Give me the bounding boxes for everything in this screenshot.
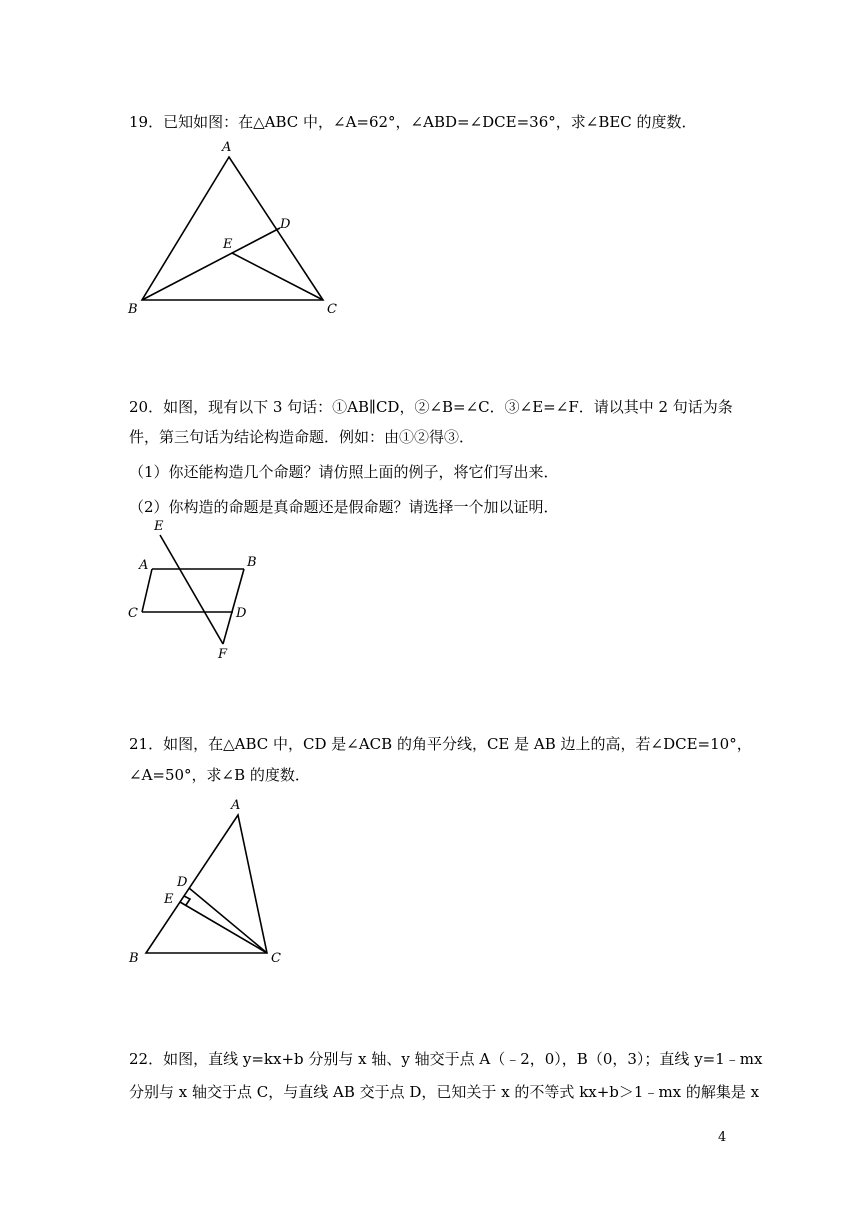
- label-a: A: [222, 140, 232, 155]
- problem-19-text: 19．已知如图：在△ABC 中，∠A=62°，∠ABD=∠DCE=36°，求∠BEC 的度数．: [129, 113, 697, 131]
- label-f: F: [218, 647, 228, 662]
- label-c: C: [327, 302, 337, 317]
- label-d: D: [236, 606, 247, 621]
- page-number: 4: [718, 1130, 727, 1145]
- label-b: B: [128, 302, 138, 317]
- segment-ce: [180, 902, 267, 953]
- label-d: D: [177, 875, 188, 890]
- problem-20-question-2: （2）你构造的命题是真命题还是假命题？请选择一个加以证明．: [129, 498, 559, 516]
- label-e: E: [223, 237, 233, 252]
- label-c: C: [271, 951, 281, 966]
- right-angle-mark: [184, 896, 190, 905]
- label-d: D: [280, 217, 291, 232]
- problem-22-line-2: 分别与 x 轴交于点 C，与直线 AB 交于点 D，已知关于 x 的不等式 kx+b＞1﹣mx 的解集是 x: [129, 1083, 760, 1101]
- problem-20-question-1: （1）你还能构造几个命题？请仿照上面的例子，将它们写出来．: [129, 463, 559, 481]
- label-b: B: [129, 951, 139, 966]
- problem-21-line-2: ∠A=50°，求∠B 的度数．: [129, 766, 310, 784]
- label-a: A: [139, 558, 149, 573]
- label-e: E: [154, 519, 164, 534]
- label-c: C: [128, 606, 138, 621]
- problem-22-line-1: 22．如图，直线 y=kx+b 分别与 x 轴、y 轴交于点 A（﹣2，0），B（0，3）；直线 y=1﹣mx: [129, 1050, 763, 1068]
- label-b: B: [247, 555, 257, 570]
- label-e: E: [164, 892, 174, 907]
- label-a: A: [231, 798, 241, 813]
- problem-21-line-1: 21．如图，在△ABC 中，CD 是∠ACB 的角平分线，CE 是 AB 边上的高，若∠DCE=10°，: [129, 735, 752, 753]
- problem-20-line-1: 20．如图，现有以下 3 句话：①AB∥CD，②∠B=∠C．③∠E=∠F．请以其中 2 句话为条: [129, 398, 733, 416]
- problem-20-line-2: 件，第三句话为结论构造命题．例如：由①②得③．: [129, 428, 475, 446]
- triangle-abc: [146, 815, 267, 953]
